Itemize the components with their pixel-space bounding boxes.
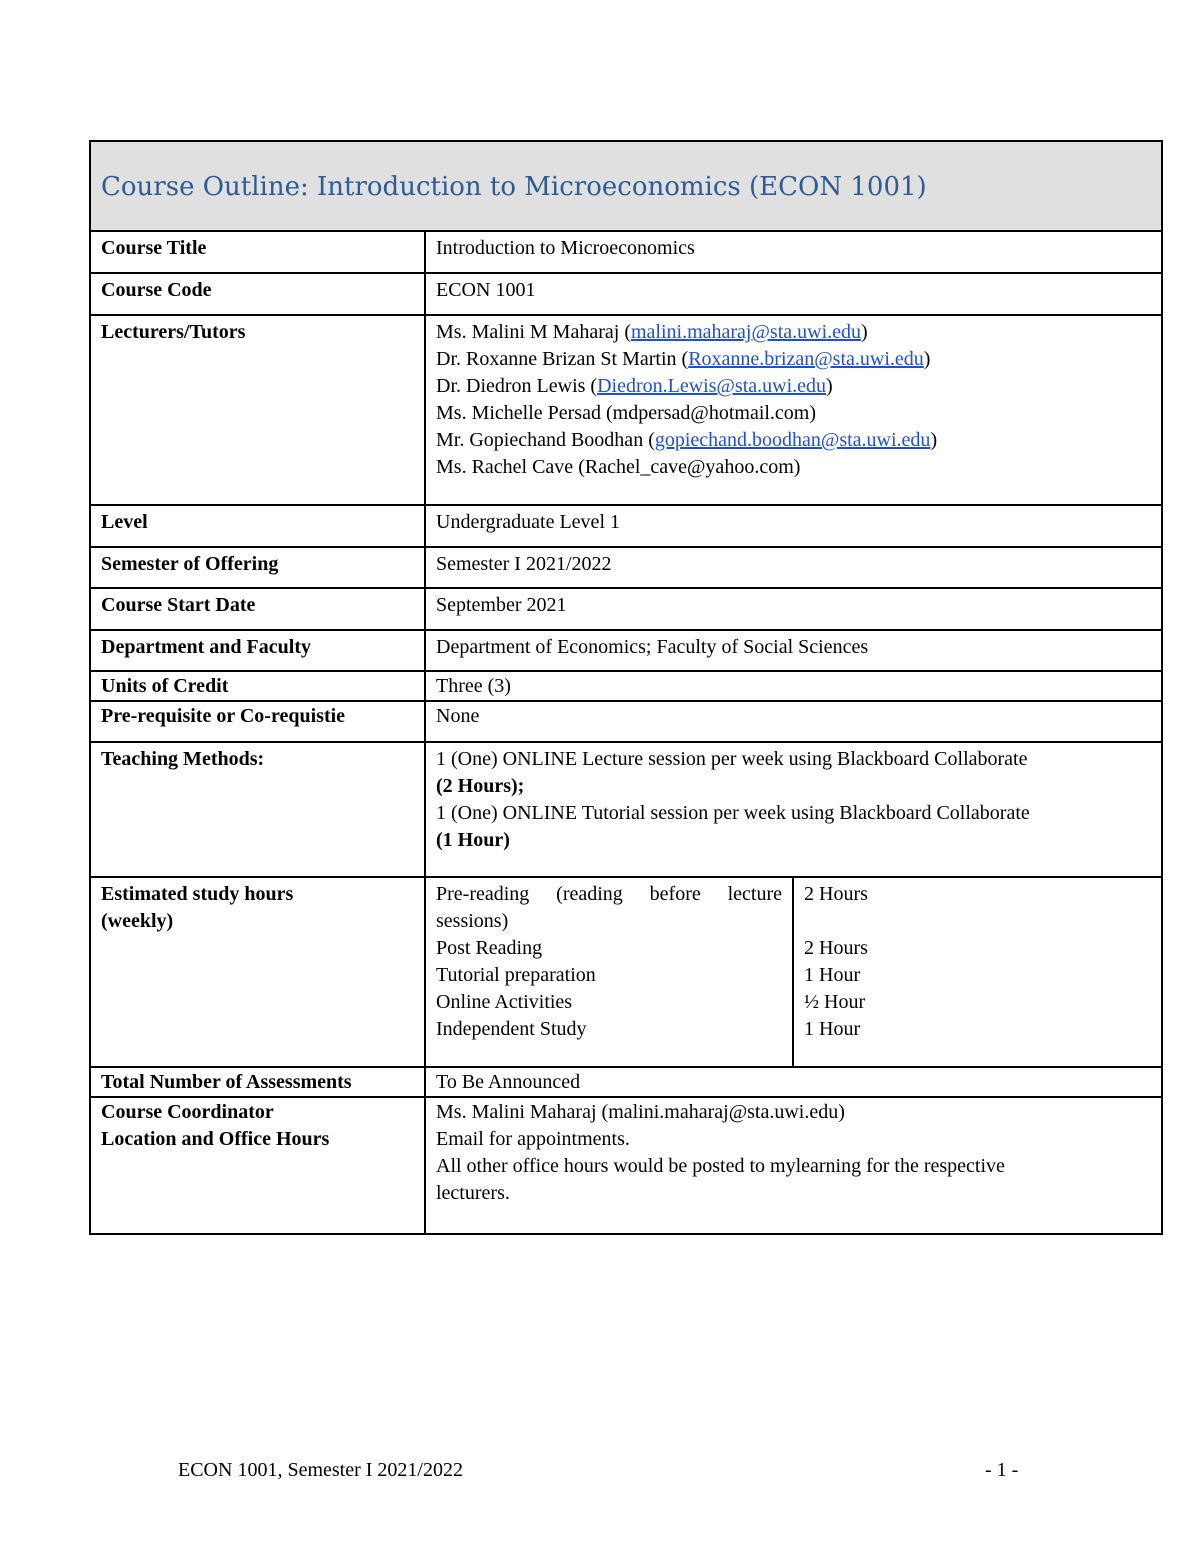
lecturers-label: Lecturers/Tutors bbox=[90, 315, 425, 505]
study-hours-value: 2 Hours bbox=[804, 937, 868, 959]
row-level bbox=[90, 505, 1162, 547]
row-coordinator bbox=[90, 1097, 1162, 1234]
row-start-date bbox=[90, 588, 1162, 630]
lecturer-email-link[interactable]: Roxanne.brizan@sta.uwi.edu bbox=[688, 348, 924, 370]
study-hours-value: 1 Hour bbox=[804, 964, 861, 986]
semester-value: Semester I 2021/2022 bbox=[425, 547, 1162, 588]
coordinator-office-hours: All other office hours would be posted to mylearning for the respective bbox=[436, 1155, 1005, 1177]
teaching-value bbox=[425, 742, 1162, 877]
study-activity: Tutorial preparation bbox=[436, 964, 596, 986]
lecturer-email-link[interactable]: malini.maharaj@sta.uwi.edu bbox=[630, 321, 862, 343]
lecture-session: 1 (One) ONLINE Lecture session per week using Blackboard Collaborate bbox=[436, 748, 1028, 770]
row-teaching bbox=[90, 742, 1162, 877]
tutorial-session: 1 (One) ONLINE Tutorial session per week using Blackboard Collaborate bbox=[436, 802, 1030, 824]
start-date-value: September 2021 bbox=[425, 588, 1162, 630]
study-activities bbox=[425, 877, 793, 1067]
page-title: Course Outline: Introduction to Microeconomics (ECON 1001) bbox=[90, 141, 1162, 231]
course-title-value: Introduction to Microeconomics bbox=[425, 231, 1162, 273]
study-activity: Independent Study bbox=[436, 1018, 587, 1040]
coordinator-label: Course Coordinator Location and Office Hours bbox=[90, 1097, 425, 1234]
header-row bbox=[90, 141, 1162, 231]
assessments-label: Total Number of Assessments bbox=[90, 1067, 425, 1097]
row-prereq bbox=[90, 701, 1162, 742]
semester-label: Semester of Offering bbox=[90, 547, 425, 588]
footer-page-number: - 1 - bbox=[985, 1459, 1019, 1481]
row-department bbox=[90, 630, 1162, 671]
tutorial-hours: (1 Hour) bbox=[436, 829, 510, 851]
lecturer-email: Rachel_cave@yahoo.com bbox=[584, 456, 794, 478]
lecturer-entry: Mr. Gopiechand Boodhan (gopiechand.boodhan@sta.uwi.edu) bbox=[436, 429, 938, 451]
teaching-label: Teaching Methods: bbox=[90, 742, 425, 877]
coordinator-value bbox=[425, 1097, 1162, 1234]
lecturers-list bbox=[425, 315, 1162, 505]
lecturer-entry: Dr. Roxanne Brizan St Martin (Roxanne.brizan@sta.uwi.edu) bbox=[436, 348, 931, 370]
credits-value: Three (3) bbox=[425, 671, 1162, 701]
lecture-hours: (2 Hours); bbox=[436, 775, 525, 797]
study-hours-value: 1 Hour bbox=[804, 1018, 861, 1040]
row-credits bbox=[90, 671, 1162, 701]
prereq-value: None bbox=[425, 701, 1162, 742]
lecturer-email: mdpersad@hotmail.com bbox=[612, 402, 810, 424]
lecturer-entry: Ms. Rachel Cave (Rachel_cave@yahoo.com) bbox=[436, 456, 801, 478]
course-title-label: Course Title bbox=[90, 231, 425, 273]
row-study-hours bbox=[90, 877, 1162, 1067]
prereq-label: Pre-requisite or Co-requistie bbox=[90, 701, 425, 742]
row-semester bbox=[90, 547, 1162, 588]
coordinator-appointments: Email for appointments. bbox=[436, 1128, 630, 1150]
study-hours-value: ½ Hour bbox=[804, 991, 866, 1013]
start-date-label: Course Start Date bbox=[90, 588, 425, 630]
lecturer-email-link[interactable]: Diedron.Lewis@sta.uwi.edu bbox=[597, 375, 827, 397]
row-assessments bbox=[90, 1067, 1162, 1097]
course-code-label: Course Code bbox=[90, 273, 425, 315]
lecturer-entry: Ms. Malini M Maharaj (malini.maharaj@sta.uwi.edu) bbox=[436, 321, 868, 343]
study-activity: Online Activities bbox=[436, 991, 573, 1013]
lecturer-entry: Ms. Michelle Persad (mdpersad@hotmail.com) bbox=[436, 402, 817, 424]
study-hours-values bbox=[793, 877, 1162, 1067]
level-label: Level bbox=[90, 505, 425, 547]
credits-label: Units of Credit bbox=[90, 671, 425, 701]
lecturer-email-link[interactable]: gopiechand.boodhan@sta.uwi.edu bbox=[654, 429, 931, 451]
row-course-title bbox=[90, 231, 1162, 273]
level-value: Undergraduate Level 1 bbox=[425, 505, 1162, 547]
course-code-value: ECON 1001 bbox=[425, 273, 1162, 315]
coordinator-office-hours-cont: lecturers. bbox=[436, 1182, 510, 1204]
study-activity-cont: sessions) bbox=[436, 910, 509, 932]
footer-course-semester: ECON 1001, Semester I 2021/2022 bbox=[178, 1459, 463, 1481]
row-course-code bbox=[90, 273, 1162, 315]
lecturer-entry: Dr. Diedron Lewis (Diedron.Lewis@sta.uwi.edu) bbox=[436, 375, 833, 397]
department-label: Department and Faculty bbox=[90, 630, 425, 671]
study-activity: Pre-reading (reading before lecture bbox=[436, 883, 782, 905]
study-activity: Post Reading bbox=[436, 937, 543, 959]
row-lecturers bbox=[90, 315, 1162, 505]
study-hours-label: Estimated study hours (weekly) bbox=[90, 877, 425, 1067]
study-hours-value: 2 Hours bbox=[804, 883, 868, 905]
assessments-value: To Be Announced bbox=[425, 1067, 1162, 1097]
coordinator-contact: Ms. Malini Maharaj (malini.maharaj@sta.uwi.edu) bbox=[436, 1101, 845, 1123]
department-value: Department of Economics; Faculty of Social Sciences bbox=[425, 630, 1162, 671]
course-outline-table bbox=[89, 140, 1163, 1235]
